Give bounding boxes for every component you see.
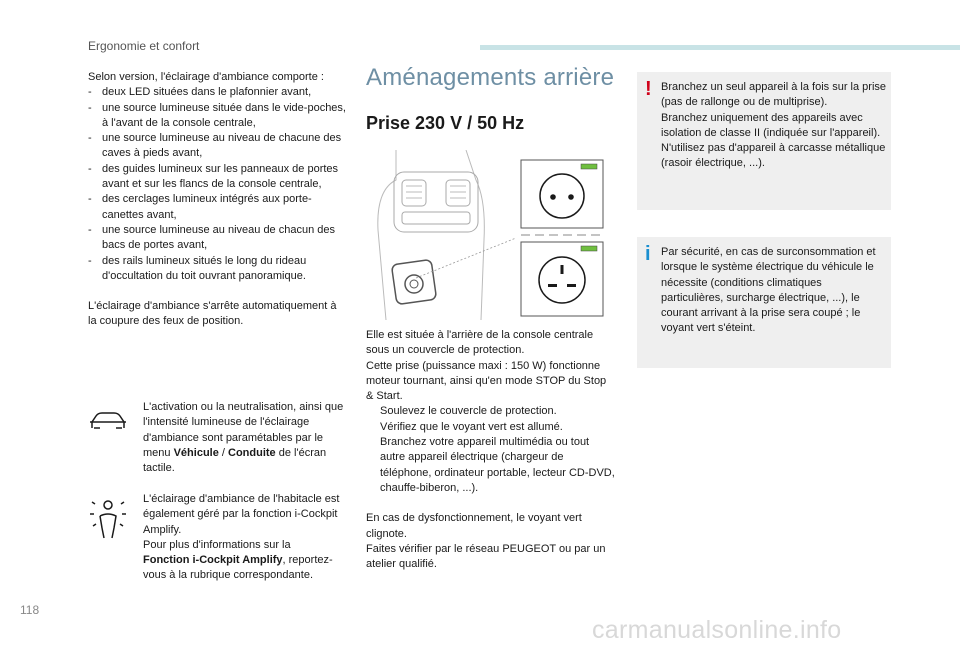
watermark: carmanualsonline.info — [592, 616, 842, 644]
step-text: Soulevez le couvercle de protection. — [380, 405, 557, 418]
list-item: - une source lumineuse située dans le vide-poches, à l'avant de la console centrale, — [88, 101, 348, 132]
power-text: Cette prise (puissance maxi : 150 W) fonctionne moteur tournant, ainsi qu'en mode STOP du Stop & Start. — [366, 359, 607, 403]
page-number: 118 — [20, 603, 40, 617]
function-name: Fonction i-Cockpit Amplify — [143, 554, 283, 567]
list-item: - une source lumineuse au niveau de chacun des bacs de portes avant, — [88, 223, 348, 254]
info-icon: i — [645, 243, 651, 265]
step-text: Branchez votre appareil multimédia ou tout autre appareil électrique (chargeur de téléphone, ordinateur portable, lecteur CD-DVD, chauffe-biberon, ...). — [380, 436, 615, 494]
step-item — [366, 435, 616, 496]
person-wellness-icon — [88, 496, 128, 545]
lighting-list — [88, 85, 348, 284]
list-item: - deux LED situées dans le plafonnier avant, — [88, 85, 348, 100]
dealer-text: Faites vérifier par le réseau PEUGEOT ou par un atelier qualifié. — [366, 542, 606, 571]
car-text-before: L'activation ou la neutralisation, ainsi que l'intensité lumineuse de l'éclairage d'ambiance sont paramétables par le menu — [143, 401, 344, 459]
list-item: - une source lumineuse au niveau de chacune des caves à pieds avant, — [88, 131, 348, 162]
step-item — [366, 404, 616, 419]
car-text-after: de l'écran tactile. — [143, 446, 327, 475]
socket-illustration — [366, 150, 616, 320]
header-title: Ergonomie et confort — [88, 39, 200, 53]
menu-vehicle: Véhicule — [173, 446, 219, 459]
intro-text: Selon version, l'éclairage d'ambiance comporte : — [88, 71, 324, 83]
menu-driving: Conduite — [228, 446, 276, 459]
warning-icon: ! — [645, 78, 652, 100]
info-note — [637, 237, 891, 368]
warning-note — [637, 72, 891, 210]
location-text: Elle est située à l'arrière de la console centrale sous un couvercle de protection. — [366, 329, 594, 357]
warning-line: Branchez uniquement des appareils avec isolation de classe II (indiquée sur l'appareil). — [661, 111, 881, 139]
step-text: Vérifiez que le voyant vert est allumé. — [380, 420, 563, 433]
left-column — [88, 70, 348, 330]
step-item — [366, 420, 616, 435]
middle-column — [366, 328, 616, 572]
car-icon — [88, 408, 128, 439]
list-item: - des cerclages lumineux intégrés aux porte-canettes avant, — [88, 192, 348, 223]
warning-line: Branchez un seul appareil à la fois sur la prise (pas de rallonge ou de multiprise). — [661, 81, 887, 109]
list-item: - des rails lumineux situés le long du rideau d'occultation du toit ouvrant panoramique. — [88, 254, 348, 285]
warning-line: N'utilisez pas d'appareil à carcasse métallique (rasoir électrique, ...). — [661, 142, 886, 170]
list-item: - des guides lumineux sur les panneaux de portes avant et sur les flancs de la console centrale, — [88, 162, 348, 193]
menu-separator: / — [218, 446, 229, 459]
person-text-1: L'éclairage d'ambiance de l'habitacle est également géré par la fonction i-Cockpit Amplify. — [143, 493, 340, 536]
malfunction-text: En cas de dysfonctionnement, le voyant vert clignote. — [366, 512, 582, 540]
sub-title: Prise 230 V / 50 Hz — [366, 113, 525, 133]
header-bar — [480, 45, 960, 50]
person-text-3: , reportez-vous à la rubrique correspondante. — [143, 554, 333, 582]
section-title: Aménagements arrière — [366, 64, 615, 91]
auto-off-text: L'éclairage d'ambiance s'arrête automatiquement à la coupure des feux de position. — [88, 300, 337, 328]
info-text: Par sécurité, en cas de surconsommation et lorsque le système électrique du véhicule le nécessite (conditions climatiques particulières, surcharge électrique, ...), le courant arrivant à la prise sera coupé ; le voyant vert s'éteint. — [661, 246, 876, 335]
person-text-2: Pour plus d'informations sur la — [143, 538, 291, 551]
